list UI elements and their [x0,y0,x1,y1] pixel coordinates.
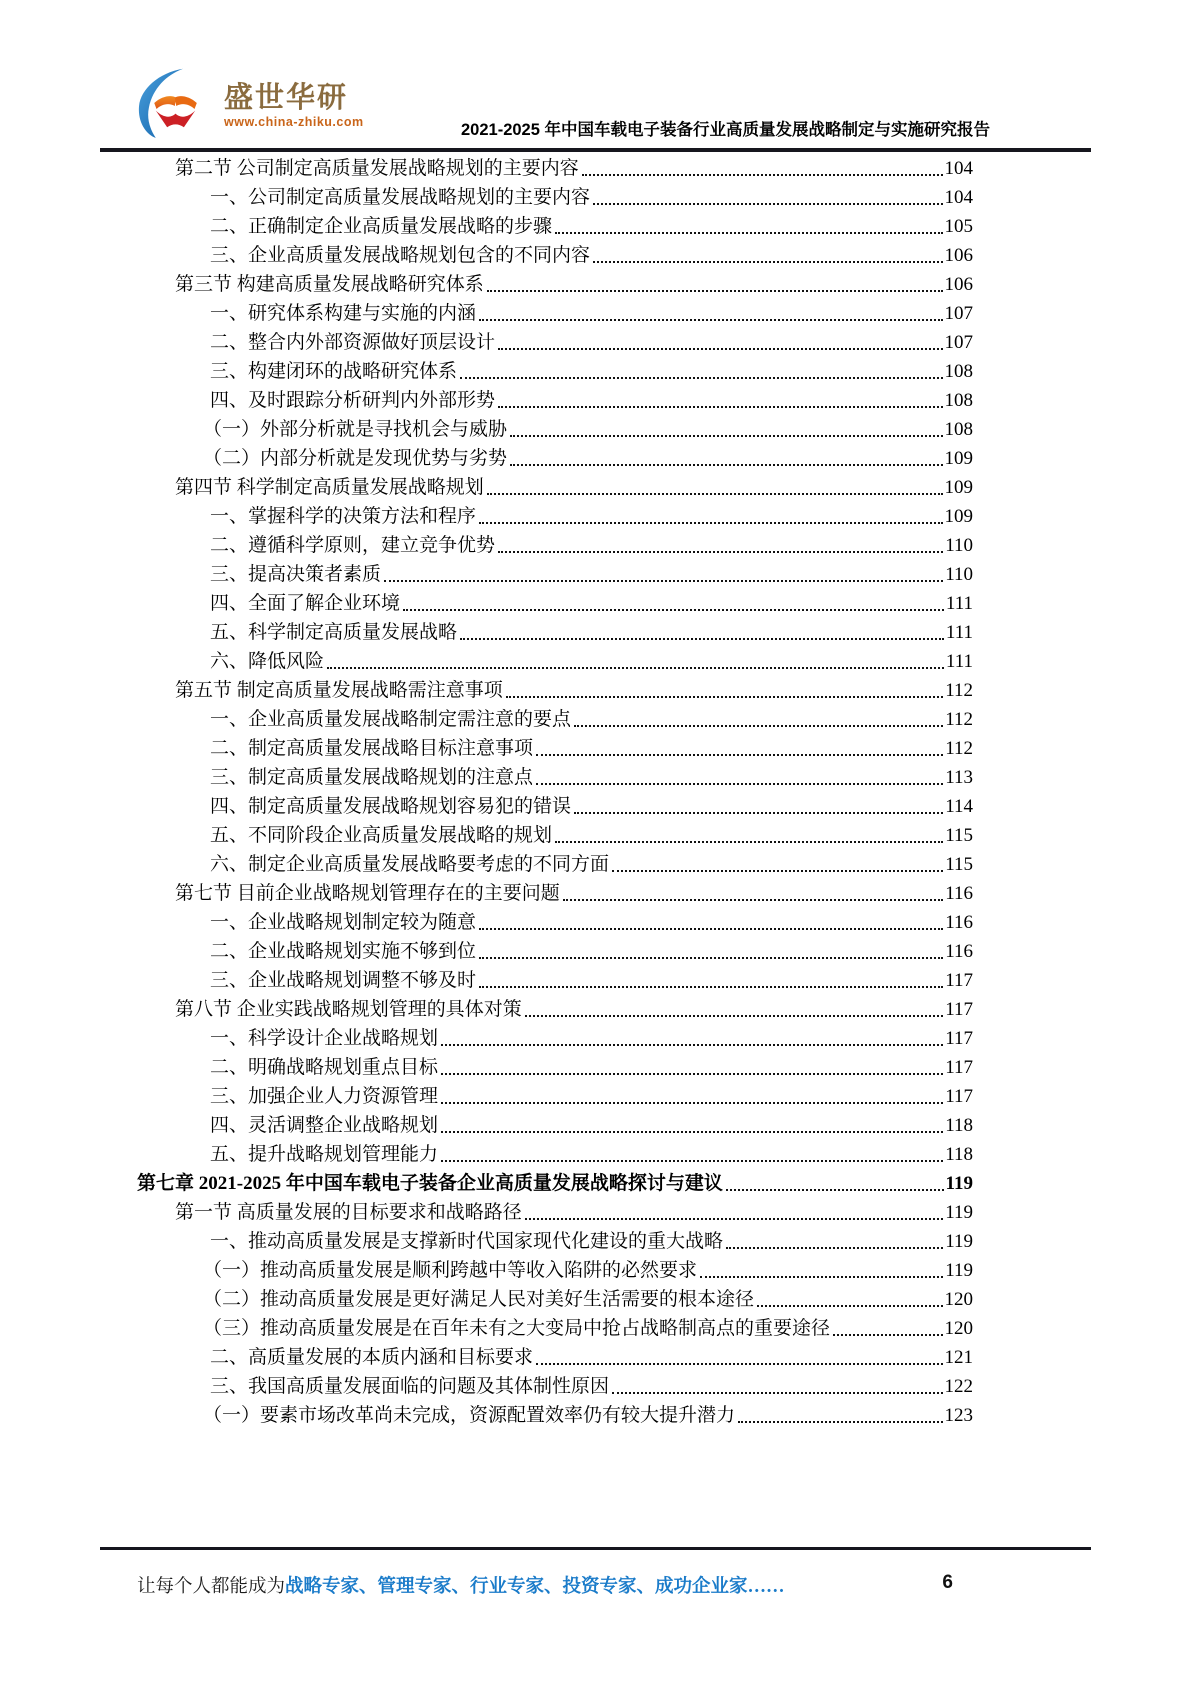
toc-entry [175,153,973,182]
toc-leader-dots [726,1247,943,1249]
toc-entry-page: 116 [945,912,973,933]
toc-entry [137,1168,973,1197]
footer-slogan [137,1572,785,1598]
toc-entry-label: 二、遵循科学原则，建立竞争优势 [210,535,496,556]
toc-leader-dots [582,174,943,176]
toc-entry-label: 第七章 2021-2025 年中国车载电子装备企业高质量发展战略探讨与建议 [137,1173,723,1194]
logo-company-name: 盛世华研 [224,81,349,114]
toc-leader-dots [510,435,942,437]
toc-entry-label: 一、研究体系构建与实施的内涵 [210,303,477,324]
logo-website-url: www.china-zhiku.com [224,115,364,130]
toc-entry-page: 122 [944,1376,973,1397]
toc-entry-label: 二、正确制定企业高质量发展战略的步骤 [210,216,553,237]
toc-leader-dots [563,899,943,901]
toc-entry [210,704,973,733]
toc-entry-label: （一）外部分析就是寻找机会与威胁 [203,419,508,440]
toc-entry-label: 第八节 企业实践战略规划管理的具体对策 [175,999,522,1020]
toc-entry-label: （一）要素市场改革尚未完成，资源配置效率仍有较大提升潜力 [203,1405,736,1426]
toc-entry-page: 114 [945,796,973,817]
toc-entry-label: 一、推动高质量发展是支撑新时代国家现代化建设的重大战略 [210,1231,724,1252]
toc-entry [210,820,973,849]
toc-leader-dots [479,319,942,321]
toc-entry-page: 107 [944,303,973,324]
toc-entry-label: 第五节 制定高质量发展战略需注意事项 [175,680,503,701]
toc-entry-label: 六、降低风险 [210,651,325,672]
toc-entry-label: 一、企业高质量发展战略制定需注意的要点 [210,709,572,730]
toc-entry-page: 119 [945,1260,973,1281]
toc-entry [210,1023,973,1052]
toc-leader-dots [593,203,942,205]
toc-entry [210,791,973,820]
toc-entry [210,182,973,211]
toc-entry-page: 108 [944,390,973,411]
toc-entry-page: 116 [945,883,973,904]
toc-leader-dots [555,841,943,843]
toc-leader-dots [479,522,942,524]
toc-leader-dots [498,406,942,408]
toc-entry [210,588,973,617]
toc-entry-page: 120 [944,1289,973,1310]
toc-entry-label: 二、高质量发展的本质内涵和目标要求 [210,1347,534,1368]
toc-leader-dots [757,1305,942,1307]
toc-leader-dots [555,232,942,234]
toc-leader-dots [700,1276,943,1278]
toc-leader-dots [441,1073,943,1075]
toc-entry [210,849,973,878]
toc-entry-page: 119 [945,1231,973,1252]
toc-entry-page: 108 [944,361,973,382]
toc-entry [203,443,973,472]
toc-entry [175,675,973,704]
toc-entry [210,1342,973,1371]
toc-entry [175,472,973,501]
toc-entry-page: 108 [944,419,973,440]
toc-entry-label: （一）推动高质量发展是顺利跨越中等收入陷阱的必然要求 [203,1260,698,1281]
toc-leader-dots [510,464,942,466]
toc-entry [210,617,973,646]
toc-entry-label: 二、明确战略规划重点目标 [210,1057,439,1078]
toc-entry [210,1139,973,1168]
toc-entry-label: 二、整合内外部资源做好顶层设计 [210,332,496,353]
footer-slogan-prefix: 让每个人都能成为 [137,1577,286,1597]
toc-entry-page: 107 [944,332,973,353]
toc-entry-page: 109 [944,506,973,527]
toc-entry-label: 第一节 高质量发展的目标要求和战略路径 [175,1202,522,1223]
table-of-contents [100,153,1091,1429]
toc-leader-dots [506,696,943,698]
toc-entry [210,762,973,791]
toc-entry [203,1400,973,1429]
toc-entry-page: 119 [945,1173,973,1194]
toc-entry-page: 111 [945,651,973,672]
toc-entry-label: 二、制定高质量发展战略目标注意事项 [210,738,534,759]
toc-entry-label: 五、提升战略规划管理能力 [210,1144,439,1165]
toc-entry-page: 112 [945,680,973,701]
toc-entry-page: 120 [944,1318,973,1339]
toc-entry-page: 109 [944,448,973,469]
toc-leader-dots [525,1218,943,1220]
toc-entry-page: 113 [945,767,973,788]
toc-entry [210,733,973,762]
toc-leader-dots [441,1131,943,1133]
toc-entry-label: 六、制定企业高质量发展战略要考虑的不同方面 [210,854,610,875]
header-divider-line [100,148,1091,152]
toc-entry [210,530,973,559]
toc-entry-page: 118 [945,1115,973,1136]
footer-slogan-highlight: 战略专家、管理专家、行业专家、投资专家、成功企业家…… [285,1577,785,1597]
toc-entry [210,1052,973,1081]
toc-entry-label: 四、制定高质量发展战略规划容易犯的错误 [210,796,572,817]
toc-leader-dots [327,667,944,669]
toc-entry [210,356,973,385]
page-footer [100,1547,1091,1598]
toc-leader-dots [498,551,943,553]
toc-entry-page: 118 [945,1144,973,1165]
toc-entry-page: 106 [944,274,973,295]
toc-entry-page: 117 [945,999,973,1020]
toc-entry-label: 一、公司制定高质量发展战略规划的主要内容 [210,187,591,208]
toc-entry-label: （二）推动高质量发展是更好满足人民对美好生活需要的根本途径 [203,1289,755,1310]
toc-entry-page: 109 [944,477,973,498]
toc-leader-dots [738,1421,942,1423]
toc-entry [203,414,973,443]
toc-entry-page: 110 [945,535,973,556]
toc-entry-label: 第七节 目前企业战略规划管理存在的主要问题 [175,883,560,904]
toc-entry-label: 三、构建闭环的战略研究体系 [210,361,458,382]
toc-leader-dots [460,638,944,640]
toc-entry-label: 一、科学设计企业战略规划 [210,1028,439,1049]
toc-entry-label: 三、我国高质量发展面临的问题及其体制性原因 [210,1376,610,1397]
toc-entry-label: 三、企业战略规划调整不够及时 [210,970,477,991]
toc-entry [175,878,973,907]
toc-leader-dots [487,290,943,292]
toc-entry [210,965,973,994]
report-title: 2021-2025 年中国车载电子装备行业高质量发展战略制定与实施研究报告 [461,121,990,139]
toc-entry-label: 第三节 构建高质量发展战略研究体系 [175,274,484,295]
toc-entry-label: 三、加强企业人力资源管理 [210,1086,439,1107]
toc-entry-label: 四、全面了解企业环境 [210,593,401,614]
toc-entry-page: 111 [945,622,973,643]
toc-entry [210,1110,973,1139]
toc-leader-dots [574,812,943,814]
toc-leader-dots [479,986,943,988]
toc-entry [210,559,973,588]
toc-entry [210,501,973,530]
toc-entry [175,1197,973,1226]
toc-entry-label: 第四节 科学制定高质量发展战略规划 [175,477,484,498]
toc-entry-label: 三、提高决策者素质 [210,564,382,585]
toc-entry-page: 123 [944,1405,973,1426]
toc-entry-label: 一、企业战略规划制定较为随意 [210,912,477,933]
toc-leader-dots [726,1189,944,1191]
toc-entry [203,1313,973,1342]
toc-leader-dots [593,261,942,263]
toc-entry-label: 一、掌握科学的决策方法和程序 [210,506,477,527]
toc-entry-label: 四、及时跟踪分析研判内外部形势 [210,390,496,411]
toc-entry [210,907,973,936]
toc-leader-dots [612,1392,942,1394]
logo-book-swoosh-icon [128,68,220,144]
toc-entry-page: 119 [945,1202,973,1223]
toc-leader-dots [487,493,943,495]
toc-entry [210,646,973,675]
toc-leader-dots [574,725,943,727]
logo-text-block [224,83,364,129]
toc-leader-dots [441,1102,943,1104]
toc-entry-page: 105 [944,216,973,237]
toc-entry-label: 五、科学制定高质量发展战略 [210,622,458,643]
toc-leader-dots [536,1363,942,1365]
toc-entry-page: 117 [945,1057,973,1078]
toc-entry-label: 三、企业高质量发展战略规划包含的不同内容 [210,245,591,266]
toc-leader-dots [460,377,942,379]
toc-entry-page: 121 [944,1347,973,1368]
toc-leader-dots [525,1015,943,1017]
toc-entry-page: 106 [944,245,973,266]
toc-entry-page: 111 [945,593,973,614]
company-logo [128,68,364,144]
toc-entry [210,1226,973,1255]
toc-leader-dots [498,348,942,350]
toc-entry [210,385,973,414]
toc-entry [210,1081,973,1110]
toc-entry-page: 104 [944,158,973,179]
toc-entry-label: 三、制定高质量发展战略规划的注意点 [210,767,534,788]
toc-leader-dots [479,957,943,959]
toc-entry-page: 115 [945,825,973,846]
toc-leader-dots [833,1334,942,1336]
toc-entry [175,994,973,1023]
toc-entry-label: 第二节 公司制定高质量发展战略规划的主要内容 [175,158,579,179]
toc-entry-page: 115 [945,854,973,875]
toc-leader-dots [536,783,943,785]
toc-entry [175,269,973,298]
toc-entry [210,298,973,327]
toc-entry-label: 二、企业战略规划实施不够到位 [210,941,477,962]
toc-entry-label: 五、不同阶段企业高质量发展战略的规划 [210,825,553,846]
toc-leader-dots [441,1160,943,1162]
toc-leader-dots [441,1044,943,1046]
page-header [0,0,1191,148]
toc-entry [210,240,973,269]
toc-entry-page: 117 [945,1028,973,1049]
toc-leader-dots [479,928,943,930]
toc-entry [210,936,973,965]
toc-entry-label: （二）内部分析就是发现优势与劣势 [203,448,508,469]
toc-entry [210,211,973,240]
toc-entry [203,1255,973,1284]
toc-entry [203,1284,973,1313]
toc-entry [210,1371,973,1400]
toc-leader-dots [403,609,944,611]
toc-leader-dots [536,754,943,756]
toc-leader-dots [384,580,943,582]
toc-entry-page: 117 [945,970,973,991]
toc-entry-page: 112 [945,709,973,730]
toc-entry-label: （三）推动高质量发展是在百年未有之大变局中抢占战略制高点的重要途径 [203,1318,831,1339]
toc-entry [210,327,973,356]
toc-leader-dots [612,870,943,872]
toc-entry-page: 110 [945,564,973,585]
toc-entry-label: 四、灵活调整企业战略规划 [210,1115,439,1136]
page-number: 6 [942,1572,953,1593]
toc-entry-page: 117 [945,1086,973,1107]
toc-entry-page: 104 [944,187,973,208]
toc-entry-page: 116 [945,941,973,962]
toc-entry-page: 112 [945,738,973,759]
